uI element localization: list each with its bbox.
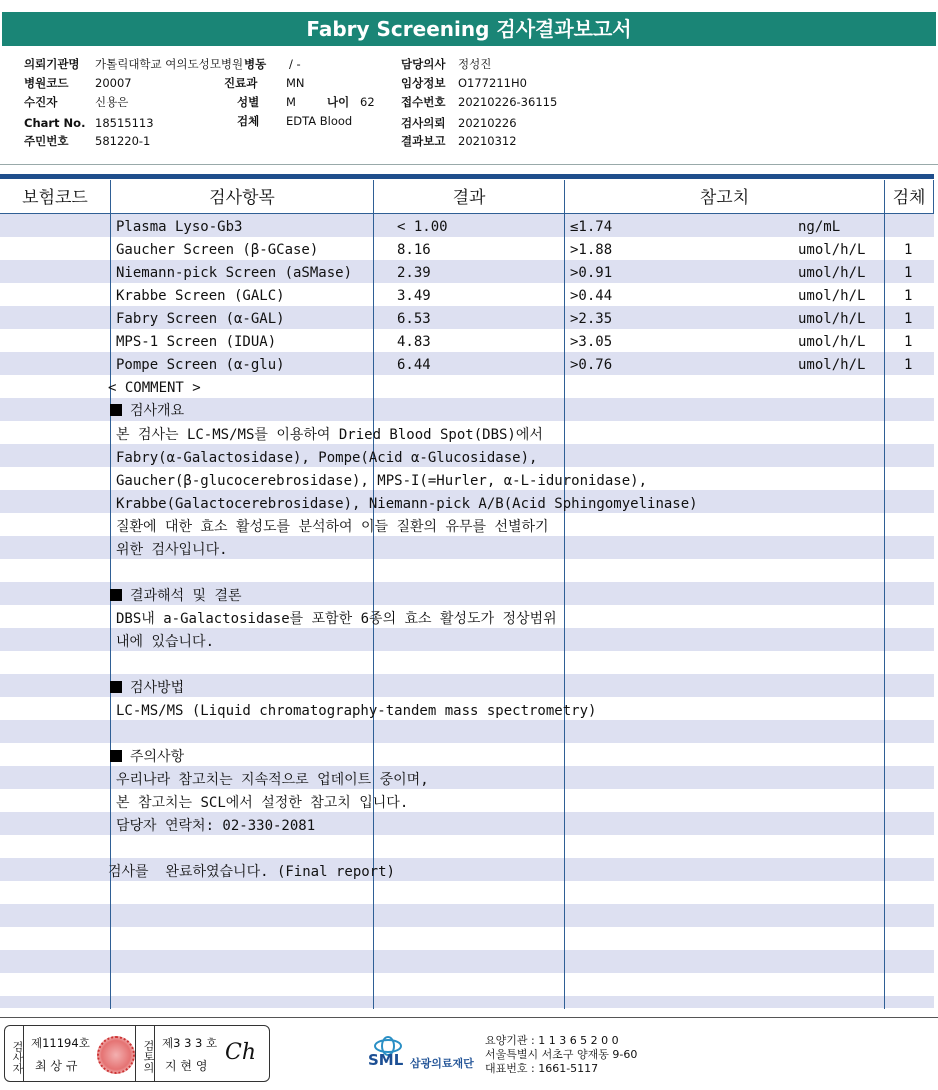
chart-label: Chart No. bbox=[24, 116, 86, 130]
col-header-result: 결과 bbox=[452, 188, 486, 208]
col-header-item: 검사항목 bbox=[209, 188, 275, 208]
age-value: 62 bbox=[360, 95, 375, 109]
care-institution-no: 요양기관 : 1 1 3 6 5 2 0 0 bbox=[485, 1034, 619, 1047]
reference-unit: umol/h/L bbox=[798, 242, 866, 258]
table-top-band bbox=[0, 174, 934, 179]
section-title: 검사방법 bbox=[130, 680, 185, 696]
clinical-value: O177211H0 bbox=[458, 76, 527, 90]
test-item: Krabbe Screen (GALC) bbox=[116, 288, 285, 304]
bullet-square-icon bbox=[110, 750, 122, 762]
reference-unit: umol/h/L bbox=[798, 288, 866, 304]
bullet-square-icon bbox=[110, 404, 122, 416]
test-item: Gaucher Screen (β-GCase) bbox=[116, 242, 319, 258]
comment-header: < COMMENT > bbox=[108, 380, 201, 396]
comment-line: Gaucher(β-glucocerebrosidase), MPS-I(=Hurler, α-L-iduronidase), bbox=[116, 473, 648, 489]
age-label: 나이 bbox=[327, 95, 350, 109]
table-row bbox=[0, 285, 934, 308]
dept-value: MN bbox=[286, 76, 305, 90]
sex-label: 성별 bbox=[237, 95, 260, 109]
hospital-code-label: 병원코드 bbox=[24, 76, 69, 90]
stripe bbox=[0, 720, 934, 743]
rrn-value: 581220-1 bbox=[95, 134, 151, 148]
stripe bbox=[0, 950, 934, 973]
chart-value: 18515113 bbox=[95, 116, 154, 130]
section-title: 결과해석 및 결론 bbox=[130, 588, 242, 604]
comment-line: Fabry(α-Galactosidase), Pompe(Acid α-Glucosidase), bbox=[116, 450, 538, 466]
reference-value: >2.35 bbox=[570, 311, 613, 327]
rrn-label: 주민번호 bbox=[24, 134, 69, 148]
col-divider bbox=[933, 180, 934, 214]
request-value: 20210226 bbox=[458, 116, 517, 130]
table-row bbox=[0, 239, 934, 262]
comment-line: DBS내 a-Galactosidase를 포함한 6종의 효소 활성도가 정상범위 bbox=[116, 611, 557, 627]
reference-unit: umol/h/L bbox=[798, 311, 866, 327]
sml-logo-text: SML bbox=[368, 1051, 404, 1069]
test-result: 3.49 bbox=[397, 288, 431, 304]
comment-line: LC-MS/MS (Liquid chromatography-tandem mass spectrometry) bbox=[116, 703, 597, 719]
examiner-label: 검사자 bbox=[5, 1026, 24, 1081]
reviewer-name: 지 현 영 bbox=[165, 1059, 208, 1073]
sml-logo bbox=[368, 1035, 474, 1075]
section-title: 검사개요 bbox=[130, 403, 185, 419]
bullet-square-icon bbox=[110, 681, 122, 693]
header-divider bbox=[0, 213, 934, 214]
hospital-code-value: 20007 bbox=[95, 76, 132, 90]
specimen-code: 1 bbox=[904, 357, 913, 373]
comment-line: 본 참고치는 SCL에서 설정한 참고치 입니다. bbox=[116, 795, 409, 811]
examiner-seal-icon bbox=[97, 1036, 135, 1074]
bullet-square-icon bbox=[110, 589, 122, 601]
specimen-code: 1 bbox=[904, 242, 913, 258]
specimen-code: 1 bbox=[904, 334, 913, 350]
reference-value: >1.88 bbox=[570, 242, 613, 258]
clinical-label: 임상정보 bbox=[401, 76, 446, 90]
table-row bbox=[0, 262, 934, 285]
signature-box bbox=[4, 1025, 270, 1082]
receipt-label: 접수번호 bbox=[401, 95, 446, 109]
test-result: 2.39 bbox=[397, 265, 431, 281]
col-header-insurance: 보험코드 bbox=[22, 188, 88, 208]
section-title: 주의사항 bbox=[130, 749, 185, 765]
col-header-reference: 참고치 bbox=[699, 188, 750, 208]
reference-value: >0.76 bbox=[570, 357, 613, 373]
reviewer-label: 검토의 bbox=[135, 1026, 155, 1081]
sex-value: M bbox=[286, 95, 296, 109]
doctor-label: 담당의사 bbox=[401, 57, 446, 71]
info-divider bbox=[0, 164, 938, 165]
section-heading-method bbox=[110, 677, 184, 700]
examiner-name: 최 상 규 bbox=[35, 1059, 78, 1073]
report-date-label: 결과보고 bbox=[401, 134, 446, 148]
section-heading-interpretation bbox=[110, 585, 242, 608]
report-date-value: 20210312 bbox=[458, 134, 517, 148]
specimen-code: 1 bbox=[904, 311, 913, 327]
receipt-value: 20210226-36115 bbox=[458, 95, 558, 109]
test-item: Fabry Screen (α-GAL) bbox=[116, 311, 285, 327]
comment-line: Krabbe(Galactocerebrosidase), Niemann-pick A/B(Acid Sphingomyelinase) bbox=[116, 496, 698, 512]
dept-label: 진료과 bbox=[224, 76, 258, 90]
institution-label: 의뢰기관명 bbox=[24, 57, 80, 71]
org-name: 삼광의료재단 bbox=[410, 1057, 474, 1070]
test-result: 6.44 bbox=[397, 357, 431, 373]
specimen-value: EDTA Blood bbox=[286, 114, 353, 128]
comment-line: 담당자 연락처: 02-330-2081 bbox=[116, 818, 316, 834]
ward-label: 병동 bbox=[244, 57, 267, 71]
footer-divider bbox=[0, 1017, 938, 1018]
table-row bbox=[0, 331, 934, 354]
report-title: Fabry Screening 검사결과보고서 bbox=[2, 12, 936, 46]
reference-value: ≤1.74 bbox=[570, 219, 613, 235]
final-report-note: 검사를 완료하였습니다. (Final report) bbox=[108, 864, 395, 880]
comment-line: 위한 검사입니다. bbox=[116, 542, 228, 558]
table-row bbox=[0, 354, 934, 377]
reference-value: >0.44 bbox=[570, 288, 613, 304]
specimen-label: 검체 bbox=[237, 114, 260, 128]
reviewer-license: 제3 3 3 호 bbox=[162, 1036, 218, 1050]
reference-unit: ng/mL bbox=[798, 219, 841, 235]
test-item: Pompe Screen (α-glu) bbox=[116, 357, 285, 373]
ward-value: / - bbox=[289, 57, 301, 71]
org-address: 서울특별시 서초구 양재동 9-60 bbox=[485, 1048, 638, 1061]
table-row bbox=[0, 308, 934, 331]
test-result: 8.16 bbox=[397, 242, 431, 258]
request-label: 검사의뢰 bbox=[401, 116, 446, 130]
org-phone: 대표번호 : 1661-5117 bbox=[485, 1062, 599, 1075]
test-item: Niemann-pick Screen (aSMase) bbox=[116, 265, 353, 281]
reference-unit: umol/h/L bbox=[798, 357, 866, 373]
col-header-specimen: 검체 bbox=[892, 188, 926, 208]
section-heading-notes bbox=[110, 746, 184, 769]
stripe bbox=[0, 996, 934, 1008]
test-result: < 1.00 bbox=[397, 219, 448, 235]
test-item: Plasma Lyso-Gb3 bbox=[116, 219, 243, 235]
specimen-code: 1 bbox=[904, 265, 913, 281]
comment-line: 내에 있습니다. bbox=[116, 634, 215, 650]
specimen-code: 1 bbox=[904, 288, 913, 304]
reference-value: >3.05 bbox=[570, 334, 613, 350]
comment-line: 본 검사는 LC-MS/MS를 이용하여 Dried Blood Spot(DBS)에서 bbox=[116, 427, 543, 443]
test-result: 6.53 bbox=[397, 311, 431, 327]
doctor-value: 정성진 bbox=[458, 57, 492, 71]
patient-value: 신용은 bbox=[95, 95, 129, 109]
stripe bbox=[0, 904, 934, 927]
table-row bbox=[0, 216, 934, 239]
reference-unit: umol/h/L bbox=[798, 265, 866, 281]
reference-unit: umol/h/L bbox=[798, 334, 866, 350]
comment-line: 질환에 대한 효소 활성도를 분석하여 이들 질환의 유무를 선별하기 bbox=[116, 519, 549, 535]
examiner-license: 제11194호 bbox=[31, 1036, 90, 1050]
section-heading-overview bbox=[110, 400, 184, 423]
test-item: MPS-1 Screen (IDUA) bbox=[116, 334, 277, 350]
reference-value: >0.91 bbox=[570, 265, 613, 281]
reviewer-signature: Ch bbox=[225, 1040, 257, 1065]
patient-label: 수진자 bbox=[24, 95, 58, 109]
institution-value: 가톨릭대학교 여의도성모병원 bbox=[95, 57, 244, 71]
test-result: 4.83 bbox=[397, 334, 431, 350]
comment-line: 우리나라 참고치는 지속적으로 업데이트 중이며, bbox=[116, 772, 429, 788]
